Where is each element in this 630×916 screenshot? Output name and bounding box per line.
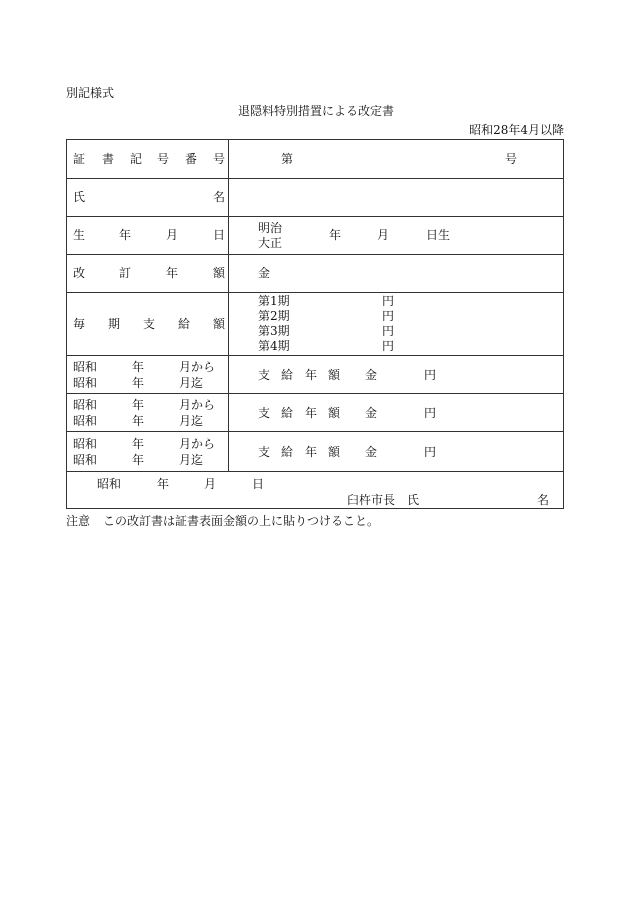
note-text: この改訂書は証書表面金額の上に貼りつけること。 bbox=[103, 514, 380, 528]
range-from: 月から bbox=[179, 398, 216, 412]
range-until: 月迄 bbox=[179, 376, 204, 390]
amount-char: 支 bbox=[258, 406, 271, 420]
amount-char: 額 bbox=[328, 368, 341, 382]
issue-date-day: 日 bbox=[252, 477, 265, 491]
period-label-char: 支 bbox=[143, 317, 156, 331]
row-divider bbox=[67, 292, 563, 293]
amount-char: 給 bbox=[281, 445, 294, 459]
column-divider bbox=[228, 140, 229, 471]
birth-label-char: 日 bbox=[213, 228, 226, 242]
range-until: 月迄 bbox=[179, 414, 204, 428]
cert-number-prefix: 第 bbox=[281, 152, 294, 166]
cert-label-char: 号 bbox=[213, 152, 226, 166]
period-2: 第2期 bbox=[258, 309, 290, 323]
amount-char: 支 bbox=[258, 445, 271, 459]
amount-char: 年 bbox=[305, 368, 318, 382]
signer-mei: 名 bbox=[537, 493, 550, 507]
cert-label-char: 番 bbox=[185, 152, 198, 166]
period-yen: 円 bbox=[382, 324, 395, 338]
cert-number-suffix: 号 bbox=[505, 152, 518, 166]
range-year: 年 bbox=[132, 414, 145, 428]
range-year: 年 bbox=[132, 437, 145, 451]
range-year: 年 bbox=[132, 453, 145, 467]
cert-label-char: 記 bbox=[130, 152, 143, 166]
form-label: 別記様式 bbox=[66, 86, 115, 100]
name-label-char: 名 bbox=[213, 190, 226, 204]
period-3: 第3期 bbox=[258, 324, 290, 338]
signer-title: 臼杵市長 bbox=[347, 493, 396, 507]
row-divider bbox=[67, 393, 563, 394]
birth-label-char: 月 bbox=[166, 228, 179, 242]
range-until: 月迄 bbox=[179, 453, 204, 467]
range-from: 月から bbox=[179, 437, 216, 451]
revised-label-char: 改 bbox=[73, 266, 86, 280]
revised-label-char: 訂 bbox=[119, 266, 132, 280]
amount-char: 年 bbox=[305, 445, 318, 459]
row-divider bbox=[67, 471, 563, 472]
amount-char: 金 bbox=[365, 445, 378, 459]
amount-char: 給 bbox=[281, 368, 294, 382]
name-label-char: 氏 bbox=[73, 190, 86, 204]
row-divider bbox=[67, 178, 563, 179]
amount-char: 支 bbox=[258, 368, 271, 382]
revised-label-char: 年 bbox=[166, 266, 179, 280]
range-era: 昭和 bbox=[73, 414, 98, 428]
amount-char: 額 bbox=[328, 445, 341, 459]
amount-char: 円 bbox=[424, 368, 437, 382]
row-divider bbox=[67, 355, 563, 356]
period-yen: 円 bbox=[382, 294, 395, 308]
range-era: 昭和 bbox=[73, 376, 98, 390]
range-year: 年 bbox=[132, 360, 145, 374]
revised-amount-prefix: 金 bbox=[258, 266, 271, 280]
range-from: 月から bbox=[179, 360, 216, 374]
revision-form-table bbox=[66, 139, 564, 509]
birth-label-char: 生 bbox=[73, 228, 86, 242]
birth-label-char: 年 bbox=[119, 228, 132, 242]
cert-label-char: 書 bbox=[102, 152, 115, 166]
amount-char: 円 bbox=[424, 406, 437, 420]
row-divider bbox=[67, 431, 563, 432]
amount-char: 給 bbox=[281, 406, 294, 420]
revised-label-char: 額 bbox=[213, 266, 226, 280]
era-taisho: 大正 bbox=[258, 236, 283, 250]
period-1: 第1期 bbox=[258, 294, 290, 308]
period-yen: 円 bbox=[382, 339, 395, 353]
cert-label-char: 証 bbox=[73, 152, 86, 166]
period-label-char: 期 bbox=[108, 317, 121, 331]
issue-date-month: 月 bbox=[204, 477, 217, 491]
birth-year-unit: 年 bbox=[329, 228, 342, 242]
period-label-char: 額 bbox=[213, 317, 226, 331]
signer-shi: 氏 bbox=[407, 493, 420, 507]
period-label-char: 給 bbox=[178, 317, 191, 331]
amount-char: 年 bbox=[305, 406, 318, 420]
cert-label-char: 号 bbox=[157, 152, 170, 166]
amount-char: 円 bbox=[424, 445, 437, 459]
period-yen: 円 bbox=[382, 309, 395, 323]
period-4: 第4期 bbox=[258, 339, 290, 353]
range-era: 昭和 bbox=[73, 453, 98, 467]
amount-char: 金 bbox=[365, 368, 378, 382]
amount-char: 額 bbox=[328, 406, 341, 420]
range-year: 年 bbox=[132, 398, 145, 412]
range-era: 昭和 bbox=[73, 360, 98, 374]
row-divider bbox=[67, 254, 563, 255]
note-label: 注意 bbox=[66, 514, 91, 528]
document-title: 退隠料特別措置による改定書 bbox=[238, 104, 395, 118]
range-era: 昭和 bbox=[73, 437, 98, 451]
range-year: 年 bbox=[132, 376, 145, 390]
issue-date-era: 昭和 bbox=[97, 477, 122, 491]
birth-day-unit: 日生 bbox=[426, 228, 451, 242]
period-label-char: 毎 bbox=[73, 317, 86, 331]
birth-month-unit: 月 bbox=[377, 228, 390, 242]
range-era: 昭和 bbox=[73, 398, 98, 412]
era-meiji: 明治 bbox=[258, 221, 283, 235]
amount-char: 金 bbox=[365, 406, 378, 420]
row-divider bbox=[67, 216, 563, 217]
effective-date: 昭和28年4月以降 bbox=[469, 123, 564, 137]
issue-date-year: 年 bbox=[157, 477, 170, 491]
